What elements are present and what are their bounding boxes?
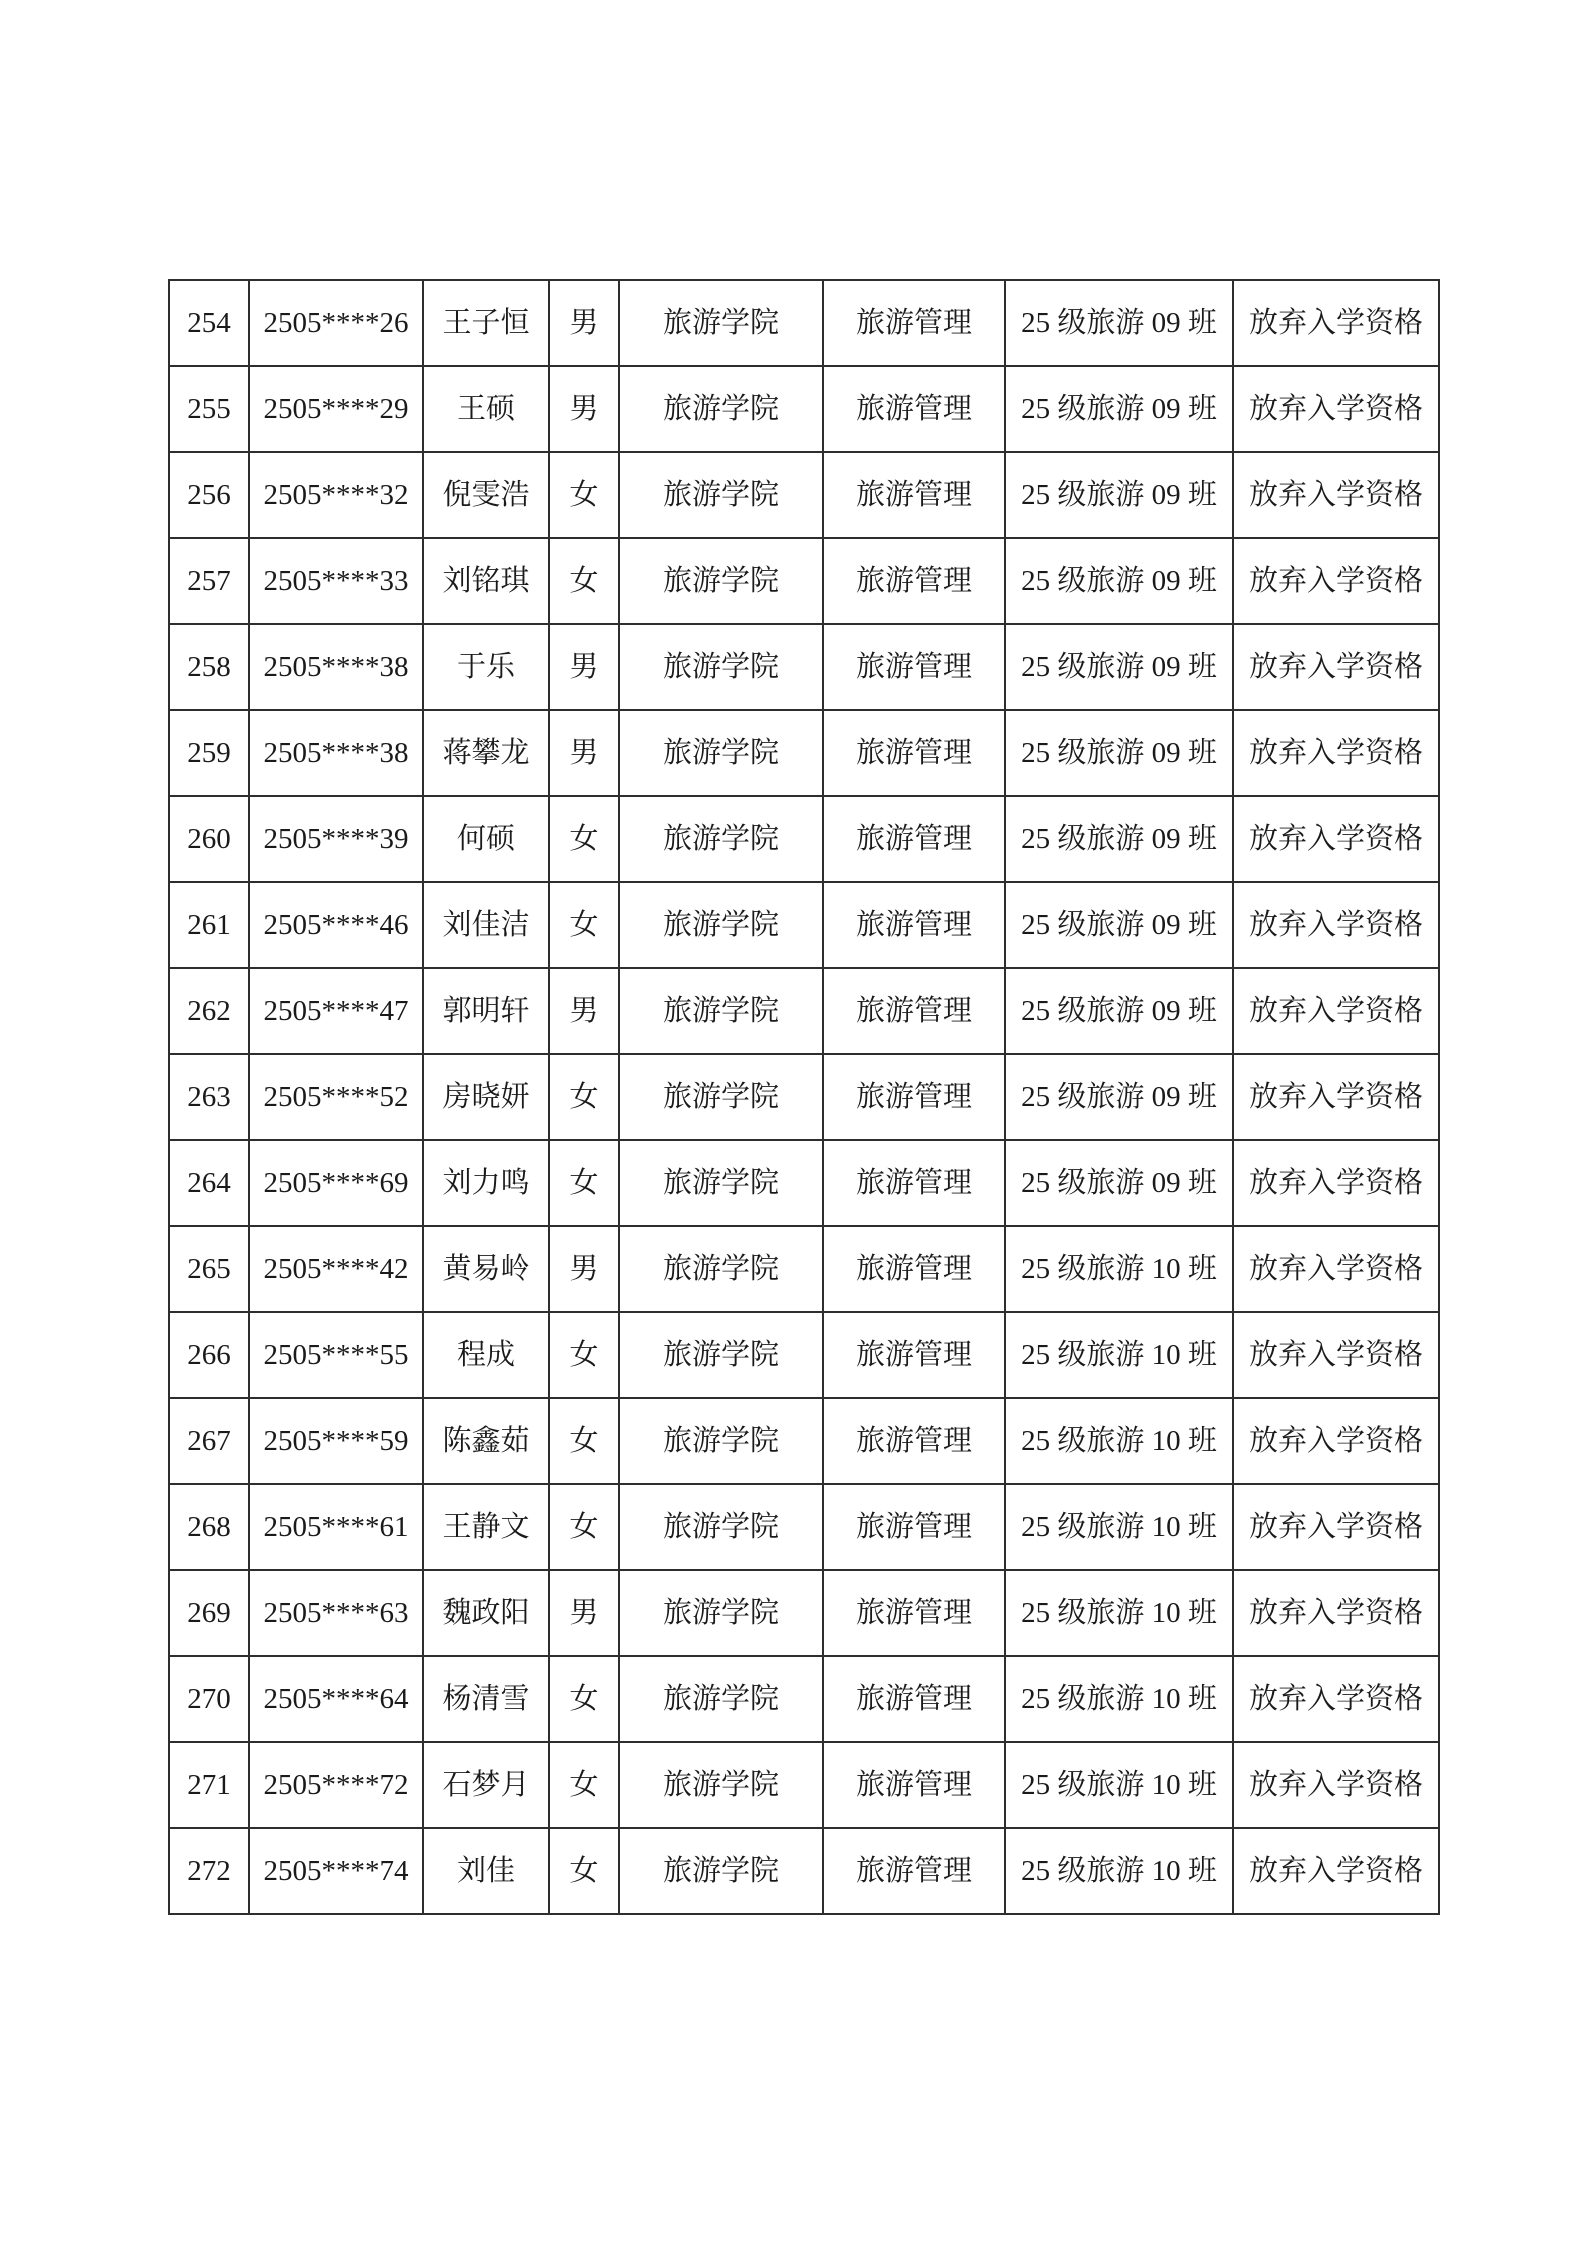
table-row	[169, 1742, 1439, 1828]
cell-name: 石梦月	[423, 1742, 549, 1828]
cell-student-id: 2505****46	[249, 882, 423, 968]
cell-major: 旅游管理	[823, 1656, 1005, 1742]
cell-college: 旅游学院	[619, 1570, 823, 1656]
cell-student-id: 2505****33	[249, 538, 423, 624]
cell-major: 旅游管理	[823, 1828, 1005, 1914]
cell-major: 旅游管理	[823, 366, 1005, 452]
cell-college: 旅游学院	[619, 1226, 823, 1312]
cell-major: 旅游管理	[823, 1226, 1005, 1312]
cell-no: 258	[169, 624, 249, 710]
cell-name: 何硕	[423, 796, 549, 882]
cell-class: 25 级旅游 10 班	[1005, 1312, 1233, 1398]
cell-status: 放弃入学资格	[1233, 1398, 1439, 1484]
cell-student-id: 2505****59	[249, 1398, 423, 1484]
cell-class: 25 级旅游 09 班	[1005, 1140, 1233, 1226]
cell-no: 256	[169, 452, 249, 538]
cell-gender: 女	[549, 1828, 619, 1914]
cell-gender: 女	[549, 452, 619, 538]
cell-gender: 女	[549, 1484, 619, 1570]
cell-college: 旅游学院	[619, 624, 823, 710]
cell-class: 25 级旅游 10 班	[1005, 1226, 1233, 1312]
cell-gender: 男	[549, 1570, 619, 1656]
cell-student-id: 2505****26	[249, 280, 423, 366]
cell-college: 旅游学院	[619, 538, 823, 624]
cell-class: 25 级旅游 10 班	[1005, 1656, 1233, 1742]
cell-class: 25 级旅游 10 班	[1005, 1484, 1233, 1570]
cell-gender: 男	[549, 968, 619, 1054]
cell-class: 25 级旅游 10 班	[1005, 1742, 1233, 1828]
cell-major: 旅游管理	[823, 1398, 1005, 1484]
cell-gender: 女	[549, 1656, 619, 1742]
cell-status: 放弃入学资格	[1233, 1656, 1439, 1742]
table-row	[169, 1398, 1439, 1484]
cell-no: 264	[169, 1140, 249, 1226]
cell-class: 25 级旅游 09 班	[1005, 796, 1233, 882]
cell-name: 王子恒	[423, 280, 549, 366]
cell-name: 刘佳	[423, 1828, 549, 1914]
cell-college: 旅游学院	[619, 796, 823, 882]
table-row	[169, 1054, 1439, 1140]
cell-college: 旅游学院	[619, 710, 823, 796]
cell-major: 旅游管理	[823, 882, 1005, 968]
cell-college: 旅游学院	[619, 1140, 823, 1226]
cell-gender: 女	[549, 1398, 619, 1484]
cell-name: 于乐	[423, 624, 549, 710]
cell-major: 旅游管理	[823, 1484, 1005, 1570]
cell-major: 旅游管理	[823, 1312, 1005, 1398]
cell-no: 271	[169, 1742, 249, 1828]
cell-name: 程成	[423, 1312, 549, 1398]
table-row	[169, 452, 1439, 538]
cell-student-id: 2505****32	[249, 452, 423, 538]
cell-status: 放弃入学资格	[1233, 366, 1439, 452]
cell-status: 放弃入学资格	[1233, 1742, 1439, 1828]
cell-gender: 男	[549, 280, 619, 366]
cell-status: 放弃入学资格	[1233, 280, 1439, 366]
cell-student-id: 2505****47	[249, 968, 423, 1054]
cell-gender: 女	[549, 1054, 619, 1140]
cell-name: 倪雯浩	[423, 452, 549, 538]
cell-name: 蒋攀龙	[423, 710, 549, 796]
table-row	[169, 1484, 1439, 1570]
cell-gender: 女	[549, 538, 619, 624]
table-row	[169, 1140, 1439, 1226]
cell-class: 25 级旅游 09 班	[1005, 280, 1233, 366]
cell-gender: 男	[549, 366, 619, 452]
cell-college: 旅游学院	[619, 1054, 823, 1140]
cell-gender: 男	[549, 710, 619, 796]
table-row	[169, 280, 1439, 366]
cell-status: 放弃入学资格	[1233, 710, 1439, 796]
cell-student-id: 2505****39	[249, 796, 423, 882]
cell-college: 旅游学院	[619, 1484, 823, 1570]
cell-major: 旅游管理	[823, 538, 1005, 624]
cell-no: 255	[169, 366, 249, 452]
cell-college: 旅游学院	[619, 452, 823, 538]
cell-student-id: 2505****74	[249, 1828, 423, 1914]
cell-name: 黄易岭	[423, 1226, 549, 1312]
cell-status: 放弃入学资格	[1233, 1054, 1439, 1140]
cell-student-id: 2505****29	[249, 366, 423, 452]
cell-class: 25 级旅游 09 班	[1005, 1054, 1233, 1140]
cell-class: 25 级旅游 10 班	[1005, 1570, 1233, 1656]
cell-name: 杨清雪	[423, 1656, 549, 1742]
cell-college: 旅游学院	[619, 366, 823, 452]
cell-no: 257	[169, 538, 249, 624]
cell-class: 25 级旅游 09 班	[1005, 538, 1233, 624]
cell-college: 旅游学院	[619, 1312, 823, 1398]
cell-class: 25 级旅游 09 班	[1005, 366, 1233, 452]
cell-major: 旅游管理	[823, 1742, 1005, 1828]
cell-student-id: 2505****38	[249, 624, 423, 710]
table-row	[169, 624, 1439, 710]
cell-no: 259	[169, 710, 249, 796]
cell-gender: 女	[549, 1742, 619, 1828]
cell-student-id: 2505****55	[249, 1312, 423, 1398]
cell-class: 25 级旅游 09 班	[1005, 624, 1233, 710]
cell-student-id: 2505****63	[249, 1570, 423, 1656]
cell-status: 放弃入学资格	[1233, 538, 1439, 624]
cell-status: 放弃入学资格	[1233, 1140, 1439, 1226]
cell-class: 25 级旅游 09 班	[1005, 968, 1233, 1054]
cell-name: 陈鑫茹	[423, 1398, 549, 1484]
table-row	[169, 710, 1439, 796]
table-row	[169, 796, 1439, 882]
cell-name: 刘铭琪	[423, 538, 549, 624]
cell-student-id: 2505****69	[249, 1140, 423, 1226]
cell-class: 25 级旅游 09 班	[1005, 710, 1233, 796]
cell-major: 旅游管理	[823, 710, 1005, 796]
cell-no: 272	[169, 1828, 249, 1914]
cell-no: 263	[169, 1054, 249, 1140]
table-row	[169, 1570, 1439, 1656]
cell-no: 269	[169, 1570, 249, 1656]
table-row	[169, 366, 1439, 452]
table-row	[169, 1312, 1439, 1398]
cell-student-id: 2505****72	[249, 1742, 423, 1828]
cell-name: 刘力鸣	[423, 1140, 549, 1226]
table-row	[169, 1226, 1439, 1312]
cell-student-id: 2505****64	[249, 1656, 423, 1742]
table-row	[169, 1656, 1439, 1742]
cell-college: 旅游学院	[619, 1656, 823, 1742]
cell-status: 放弃入学资格	[1233, 1570, 1439, 1656]
cell-college: 旅游学院	[619, 1398, 823, 1484]
cell-class: 25 级旅游 10 班	[1005, 1828, 1233, 1914]
cell-gender: 女	[549, 796, 619, 882]
cell-name: 刘佳洁	[423, 882, 549, 968]
cell-no: 254	[169, 280, 249, 366]
cell-student-id: 2505****38	[249, 710, 423, 796]
cell-name: 王硕	[423, 366, 549, 452]
cell-college: 旅游学院	[619, 1742, 823, 1828]
cell-name: 魏政阳	[423, 1570, 549, 1656]
cell-status: 放弃入学资格	[1233, 1484, 1439, 1570]
cell-status: 放弃入学资格	[1233, 1226, 1439, 1312]
cell-major: 旅游管理	[823, 1570, 1005, 1656]
cell-status: 放弃入学资格	[1233, 1312, 1439, 1398]
cell-gender: 男	[549, 624, 619, 710]
cell-gender: 男	[549, 1226, 619, 1312]
cell-class: 25 级旅游 09 班	[1005, 452, 1233, 538]
cell-college: 旅游学院	[619, 968, 823, 1054]
cell-no: 266	[169, 1312, 249, 1398]
cell-class: 25 级旅游 10 班	[1005, 1398, 1233, 1484]
cell-name: 房晓妍	[423, 1054, 549, 1140]
cell-gender: 女	[549, 1140, 619, 1226]
cell-college: 旅游学院	[619, 280, 823, 366]
cell-status: 放弃入学资格	[1233, 882, 1439, 968]
cell-name: 王静文	[423, 1484, 549, 1570]
cell-no: 267	[169, 1398, 249, 1484]
cell-major: 旅游管理	[823, 1140, 1005, 1226]
cell-no: 262	[169, 968, 249, 1054]
cell-status: 放弃入学资格	[1233, 624, 1439, 710]
table-row	[169, 968, 1439, 1054]
roster-table	[168, 279, 1440, 1915]
cell-student-id: 2505****52	[249, 1054, 423, 1140]
cell-major: 旅游管理	[823, 452, 1005, 538]
cell-gender: 女	[549, 1312, 619, 1398]
cell-status: 放弃入学资格	[1233, 968, 1439, 1054]
cell-student-id: 2505****61	[249, 1484, 423, 1570]
cell-college: 旅游学院	[619, 1828, 823, 1914]
cell-college: 旅游学院	[619, 882, 823, 968]
cell-no: 265	[169, 1226, 249, 1312]
cell-gender: 女	[549, 882, 619, 968]
table-row	[169, 1828, 1439, 1914]
table-row	[169, 882, 1439, 968]
cell-no: 260	[169, 796, 249, 882]
cell-status: 放弃入学资格	[1233, 1828, 1439, 1914]
cell-status: 放弃入学资格	[1233, 796, 1439, 882]
cell-no: 270	[169, 1656, 249, 1742]
cell-major: 旅游管理	[823, 1054, 1005, 1140]
cell-status: 放弃入学资格	[1233, 452, 1439, 538]
cell-class: 25 级旅游 09 班	[1005, 882, 1233, 968]
cell-name: 郭明轩	[423, 968, 549, 1054]
cell-major: 旅游管理	[823, 796, 1005, 882]
cell-major: 旅游管理	[823, 280, 1005, 366]
table-row	[169, 538, 1439, 624]
cell-student-id: 2505****42	[249, 1226, 423, 1312]
cell-no: 261	[169, 882, 249, 968]
cell-major: 旅游管理	[823, 968, 1005, 1054]
cell-no: 268	[169, 1484, 249, 1570]
cell-major: 旅游管理	[823, 624, 1005, 710]
